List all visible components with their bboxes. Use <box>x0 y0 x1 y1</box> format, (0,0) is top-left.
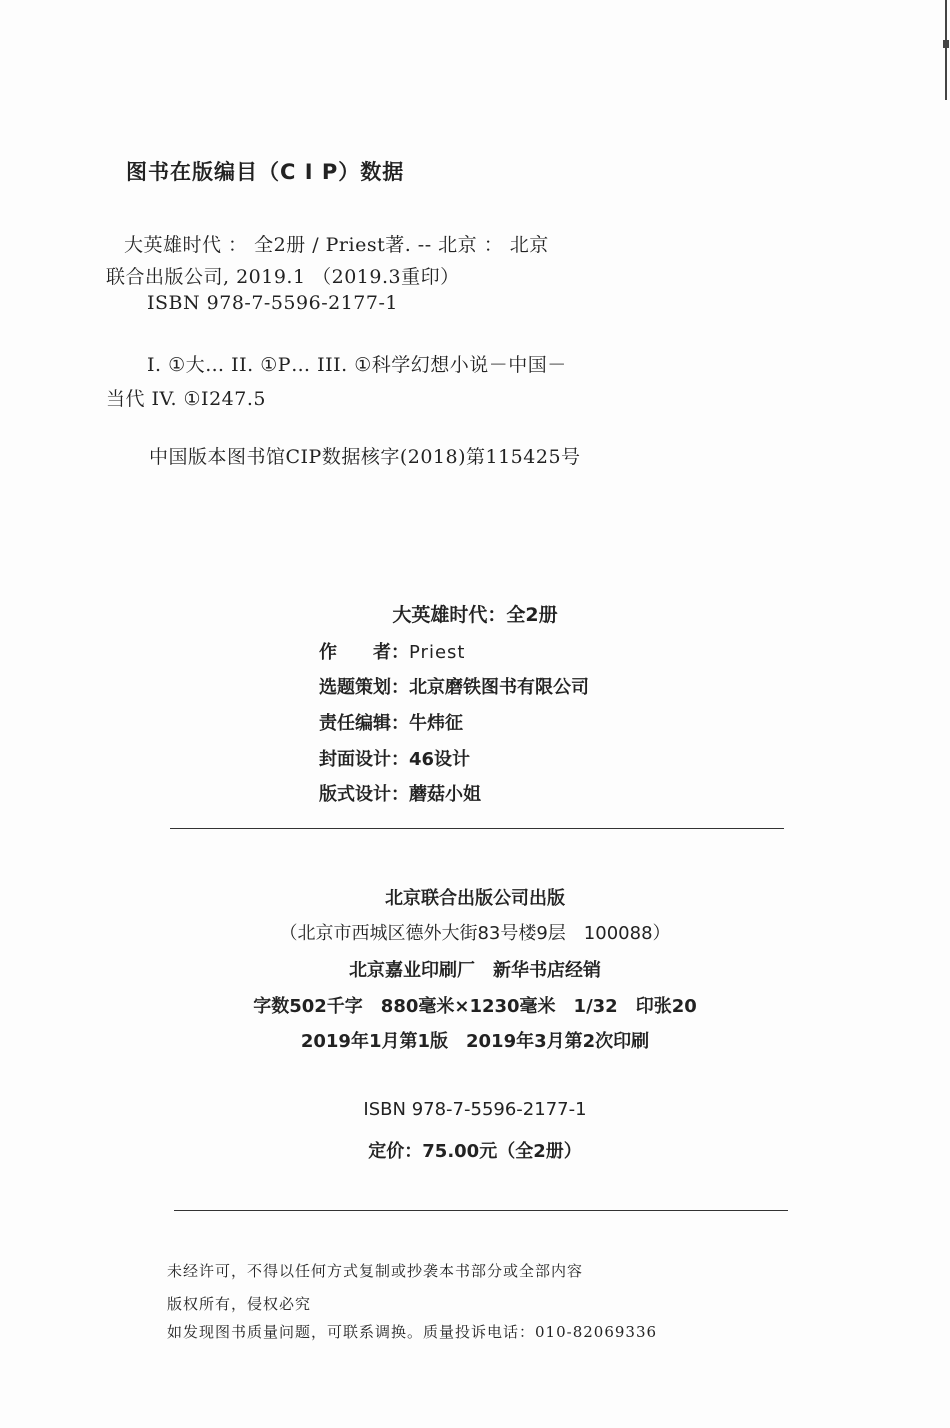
price-line: 定价：75.00元（全2册） <box>368 1141 582 1162</box>
credit-label: 作 者： <box>319 642 409 663</box>
credit-label: 封面设计： <box>319 749 409 770</box>
cip-classification-line-2: 当代 IV. ①I247.5 <box>106 388 266 410</box>
credit-author <box>319 638 465 664</box>
cip-classification-line: I. ①大… II. ①P… III. ①科学幻想小说－中国－ <box>147 354 567 376</box>
credit-planning <box>319 673 589 699</box>
cip-heading: 图书在版编目（C I P）数据 <box>126 160 405 184</box>
cip-title-line: 大英雄时代 ： 全2册 / Priest著. -- 北京 ： 北京 <box>124 234 549 256</box>
specs-line: 字数502千字 880毫米×1230毫米 1/32 印张20 <box>253 996 697 1017</box>
cip-record-number: 中国版本图书馆CIP数据核字(2018)第115425号 <box>149 446 581 468</box>
cip-isbn-line: ISBN 978-7-5596-2177-1 <box>147 292 398 314</box>
credit-cover-design <box>319 745 470 771</box>
credit-value: 46设计 <box>409 749 471 770</box>
rights-notice: 版权所有，侵权必究 <box>167 1295 312 1313</box>
credit-value: 牛炜征 <box>409 713 463 734</box>
credit-value: Priest <box>409 642 466 663</box>
credit-value: 北京磨铁图书有限公司 <box>409 677 589 698</box>
credit-layout-design <box>319 780 481 806</box>
book-title: 大英雄时代：全2册 <box>392 604 558 626</box>
credit-editor <box>319 709 463 735</box>
credit-value: 蘑菇小姐 <box>409 784 481 805</box>
publisher-line: 北京联合出版公司出版 <box>385 888 565 909</box>
credit-label: 责任编辑： <box>319 713 409 734</box>
copy-notice: 未经许可，不得以任何方式复制或抄袭本书部分或全部内容 <box>167 1262 584 1280</box>
editions-line: 2019年1月第1版 2019年3月第2次印刷 <box>300 1031 650 1052</box>
credit-label: 版式设计： <box>319 784 409 805</box>
credit-label: 选题策划： <box>319 677 409 698</box>
quality-notice: 如发现图书质量问题，可联系调换。质量投诉电话：010-82069336 <box>167 1323 658 1341</box>
cip-publisher-line: 联合出版公司, 2019.1 （2019.3重印） <box>106 266 460 288</box>
address-line: （北京市西城区德外大街83号楼9层 100088） <box>279 923 671 944</box>
printer-line: 北京嘉业印刷厂 新华书店经销 <box>349 960 601 981</box>
scan-edge-mark <box>942 0 950 100</box>
divider-bottom <box>174 1210 788 1211</box>
divider-top <box>170 828 784 829</box>
isbn-line: ISBN 978-7-5596-2177-1 <box>363 1099 587 1120</box>
